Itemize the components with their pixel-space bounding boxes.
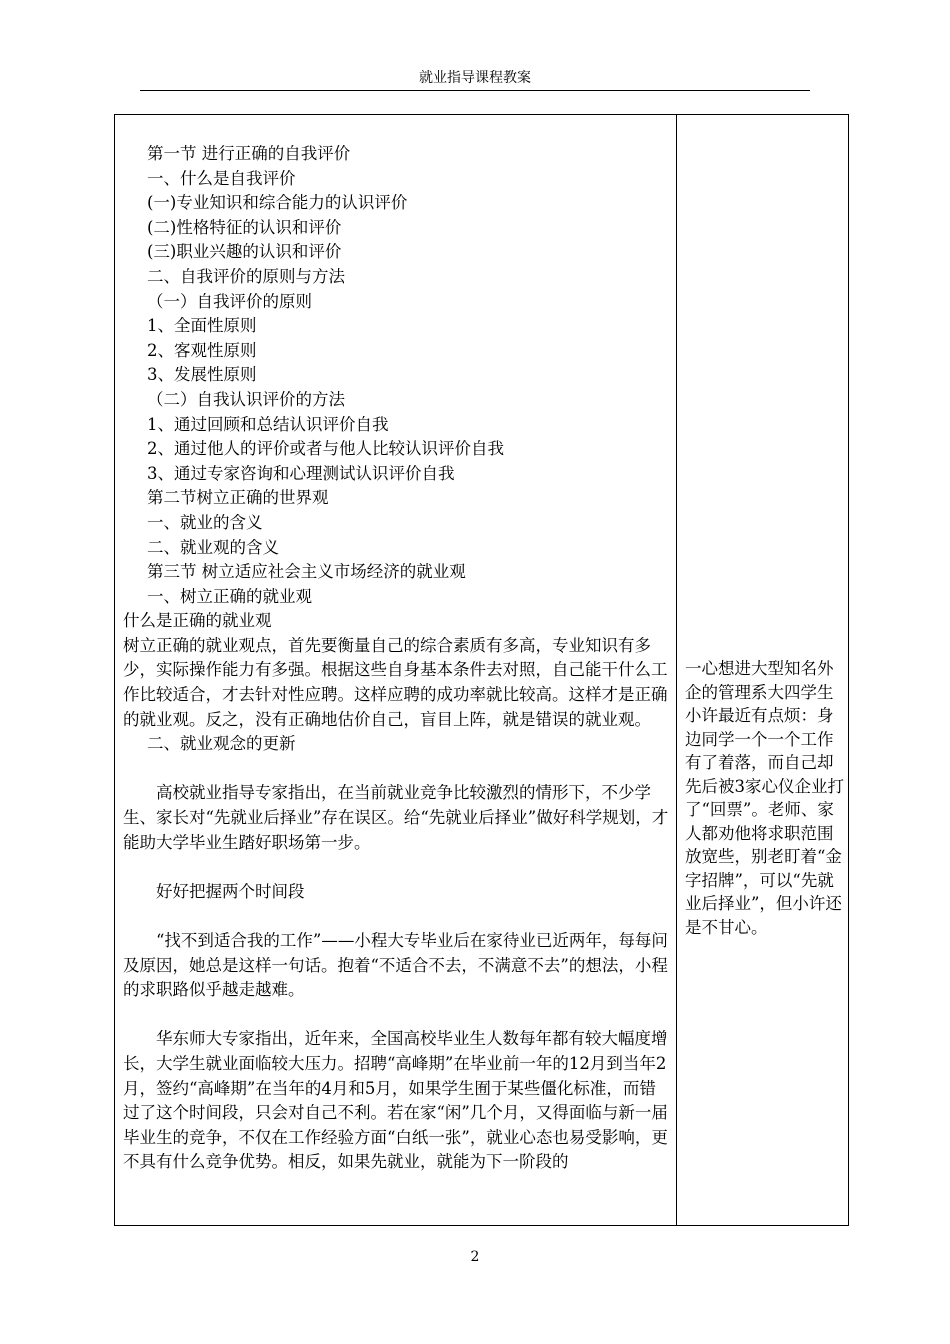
spacer: [123, 1003, 671, 1028]
section-3-title: 第三节 树立适应社会主义市场经济的就业观: [147, 562, 466, 582]
outline-item: 3、通过专家咨询和心理测试认识评价自我: [147, 463, 455, 483]
outline-item: (一)专业知识和综合能力的认识评价: [147, 193, 408, 213]
outline-item: 1、通过回顾和总结认识评价自我: [147, 414, 389, 434]
spacer: [123, 757, 671, 782]
paragraph: 高校就业指导专家指出，在当前就业竞争比较激烈的情形下，不少学生、家长对“先就业后择业”存在误区。给“先就业后择业”做好科学规划，才能助大学毕业生踏好职场第一步。: [123, 783, 669, 852]
paragraph: 树立正确的就业观点，首先要衡量自己的综合素质有多高，专业知识有多少，实际操作能力有多强。根据这些自身基本条件去对照，自己能干什么工作比较适合，才去针对性应聘。这样应聘的成功率就比较高。这样才是正确的就业观。反之，没有正确地估价自己，盲目上阵，就是错误的就业观。: [123, 635, 668, 729]
section-1-title: 第一节 进行正确的自我评价: [147, 144, 351, 163]
outline-item: 2、通过他人的评价或者与他人比较认识评价自我: [147, 439, 504, 459]
outline-item: 二、自我评价的原则与方法: [147, 266, 345, 286]
paragraph: 华东师大专家指出，近年来，全国高校毕业生人数每年都有较大幅度增长，大学生就业面临较大压力。招聘“高峰期”在毕业前一年的12月到当年2月，签约“高峰期”在当年的4月和5月，如果学生囿于某些僵化标准，而错过了这个时间段，只会对自己不利。若在家“闲”几个月，又得面临与新一届毕业生的竞争，不仅在工作经验方面“白纸一张”，就业心态也易受影响，更不具有什么竞争优势。相反，如果先就业，就能为下一阶段的: [123, 1029, 668, 1172]
section-2-title: 第二节树立正确的世界观: [147, 488, 329, 508]
outline-item: 1、全面性原则: [147, 316, 257, 336]
paragraph: “找不到适合我的工作”——小程大专毕业后在家待业已近两年，每每问及原因，她总是这样一句话。抱着“不适合不去，不满意不去”的想法，小程的求职路似乎越走越难。: [123, 931, 668, 1000]
page-number: 2: [470, 1249, 480, 1265]
outline-item: 2、客观性原则: [147, 340, 257, 360]
subsection-title: 二、就业观念的更新: [147, 734, 296, 754]
paragraph-subtitle: 好好把握两个时间段: [156, 881, 305, 901]
outline-item: 一、树立正确的就业观: [147, 586, 312, 606]
outline-item: 一、什么是自我评价: [147, 168, 296, 188]
side-note: 一心想进大型知名外企的管理系大四学生小许最近有点烦：身边同学一个一个工作有了着落，而自己却先后被3家心仪企业打了“回票”。老师、家人都劝他将求职范围放宽些，别老盯着“金字招牌”，可以“先就业后择业”，但小许还是不甘心。: [685, 659, 844, 937]
header-rule: [140, 90, 810, 91]
column-divider: [676, 115, 677, 1225]
outline-item: 二、就业观的含义: [147, 537, 279, 557]
outline-item: 3、发展性原则: [147, 365, 257, 385]
document-header: 就业指导课程教案: [419, 70, 531, 86]
outline-item: 一、就业的含义: [147, 512, 263, 532]
subsection-title: 什么是正确的就业观: [123, 611, 272, 631]
main-content-column: [123, 142, 671, 1175]
outline-item: (三)职业兴趣的认识和评价: [147, 242, 342, 262]
outline-item: （一）自我评价的原则: [147, 291, 312, 311]
outline-item: (二)性格特征的认识和评价: [147, 217, 342, 237]
spacer: [123, 904, 671, 929]
spacer: [123, 855, 671, 880]
side-note-column: [685, 657, 845, 939]
lesson-table: [114, 114, 849, 1226]
outline-item: （二）自我认识评价的方法: [147, 389, 345, 409]
